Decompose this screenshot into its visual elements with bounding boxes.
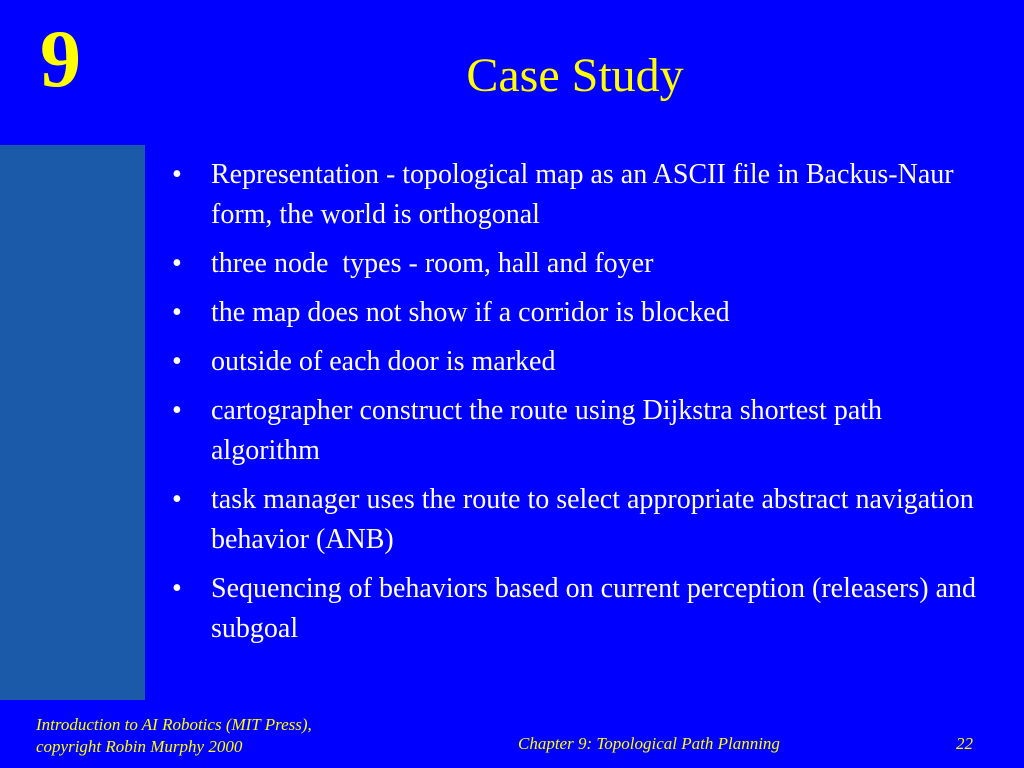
bullet-item	[172, 391, 992, 471]
bullet-item	[172, 293, 992, 333]
bullet-mark: •	[172, 484, 182, 515]
bullet-item	[172, 155, 992, 235]
footer-line-2: copyright Robin Murphy 2000	[36, 737, 243, 756]
bullet-item	[172, 342, 992, 382]
bullet-text: outside of each door is marked	[211, 346, 556, 377]
side-panel	[0, 145, 145, 700]
bullet-mark: •	[172, 248, 182, 279]
footer-line-1: Introduction to AI Robotics (MIT Press),	[36, 715, 312, 734]
bullet-mark: •	[172, 159, 182, 190]
bullet-text: Representation - topological map as an ASCII file in Backus-Naur form, the world is orthogonal	[211, 159, 954, 230]
bullet-mark: •	[172, 573, 182, 604]
bullet-mark: •	[172, 395, 182, 426]
bullet-mark: •	[172, 346, 182, 377]
bullet-text: three node types - room, hall and foyer	[211, 248, 654, 279]
page-number: 22	[956, 734, 973, 753]
chapter-number: 9	[40, 13, 81, 104]
footer-copyright	[36, 714, 312, 758]
bullet-item	[172, 569, 992, 649]
bullet-list	[172, 155, 992, 658]
bullet-text: task manager uses the route to select appropriate abstract navigation behavior (ANB)	[211, 484, 974, 555]
bullet-item	[172, 480, 992, 560]
bullet-item	[172, 244, 992, 284]
bullet-text: cartographer construct the route using Dijkstra shortest path algorithm	[211, 395, 883, 466]
slide-title: Case Study	[466, 49, 684, 102]
bullet-text: Sequencing of behaviors based on current perception (releasers) and subgoal	[211, 573, 977, 644]
bullet-text: the map does not show if a corridor is blocked	[211, 297, 730, 328]
bullet-mark: •	[172, 297, 182, 328]
footer-chapter: Chapter 9: Topological Path Planning	[518, 734, 780, 753]
